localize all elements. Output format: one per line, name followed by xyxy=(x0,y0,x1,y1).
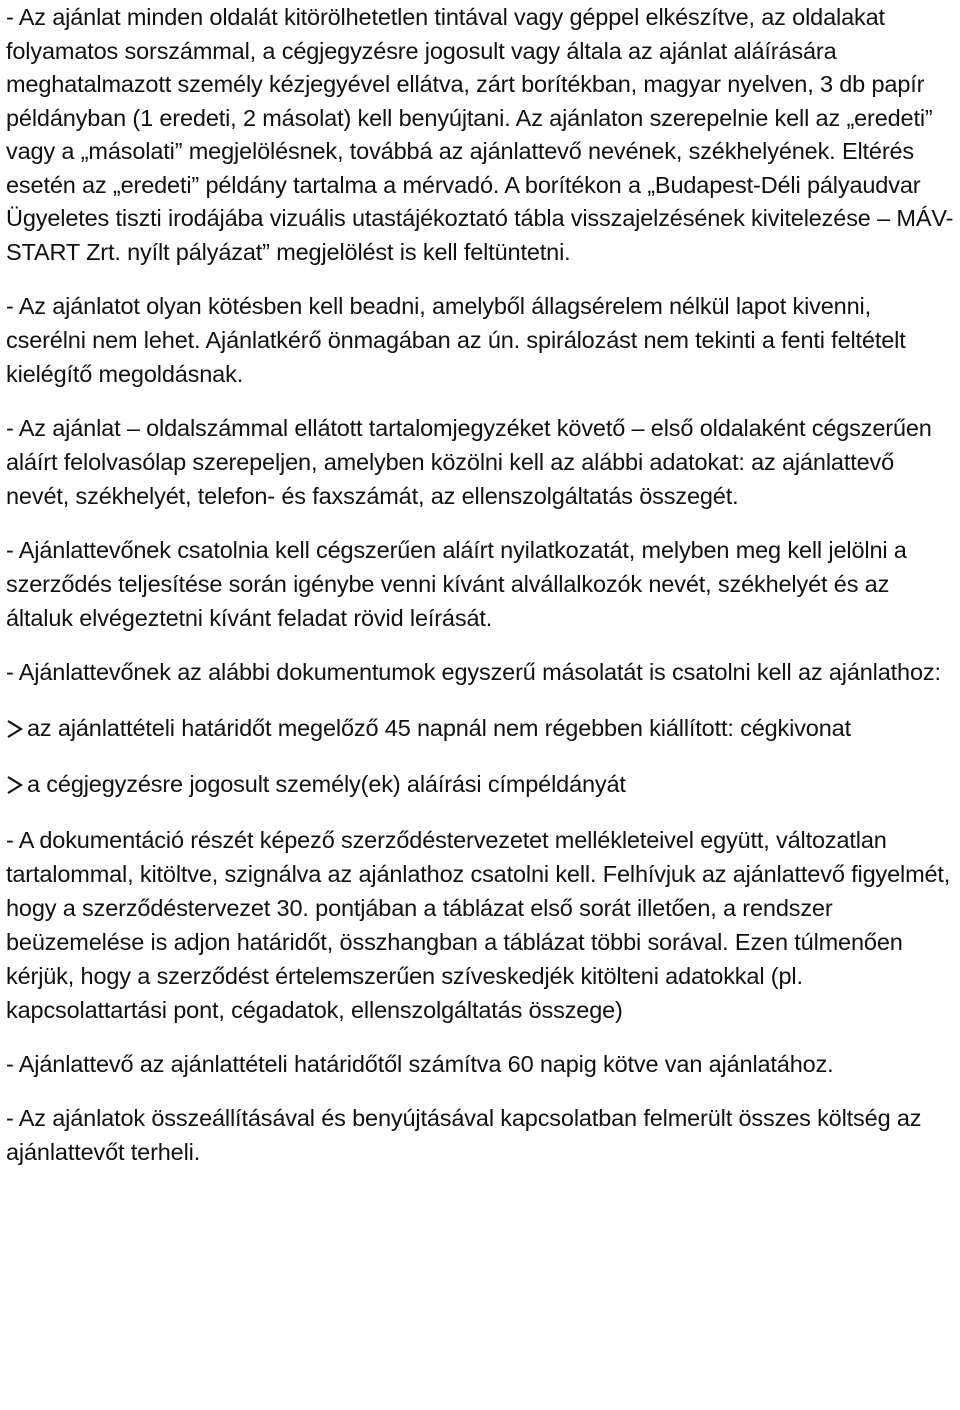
paragraph-costs: - Az ajánlatok összeállításával és benyújtásával kapcsolatban felmerült összes költség az ajánlattevőt terheli. xyxy=(6,1105,922,1165)
bullet-item-company-extract xyxy=(6,711,956,745)
paragraph-validity-period: - Ajánlattevő az ajánlattételi határidőtől számítva 60 napig kötve van ajánlatához. xyxy=(6,1051,834,1077)
paragraph-required-documents: - Ajánlattevőnek az alábbi dokumentumok egyszerű másolatát is csatolni kell az ajánlathoz: xyxy=(6,659,941,685)
bullet-item-signature-specimen xyxy=(6,767,956,801)
paragraph-subcontractor-declaration: - Ajánlattevőnek csatolnia kell cégszerűen aláírt nyilatkozatát, melyben meg kell jelölni a szerződés teljesítése során igénybe venni kívánt alvállalkozók nevét, székhelyét és az általuk elvégeztetni kívánt feladat rövid leírását. xyxy=(6,537,907,631)
paragraph-binding-requirements: - Az ajánlatot olyan kötésben kell beadni, amelyből állagsérelem nélkül lapot kivenni, cserélni nem lehet. Ajánlatkérő önmagában az ún. spirálozást nem tekinti a fenti feltételt kielégítő megoldásnak. xyxy=(6,293,906,387)
bullet-text: az ajánlattételi határidőt megelőző 45 napnál nem régebben kiállított: cégkivonat xyxy=(27,715,851,741)
arrow-bullet-icon xyxy=(6,711,28,745)
document-page xyxy=(6,0,956,1169)
bullet-text: a cégjegyzésre jogosult személy(ek) aláírási címpéldányát xyxy=(27,771,626,797)
paragraph-submission-requirements: - Az ajánlat minden oldalát kitörölhetetlen tintával vagy géppel elkészítve, az oldalakat folyamatos sorszámmal, a cégjegyzésre jogosult vagy általa az ajánlat aláírására meghatalmazott személy kézjegyével ellátva, zárt borítékban, magyar nyelven, 3 db papír példányban (1 eredeti, 2 másolat) kell benyújtani. Az ajánlaton szerepelnie kell az „eredeti” vagy a „másolati” megjelölésnek, továbbá az ajánlattevő nevének, székhelyének. Eltérés esetén az „eredeti” példány tartalma a mérvadó. A borítékon a „Budapest-Déli pályaudvar Ügyeletes tiszti irodájába vizuális utastájékoztató tábla visszajelzésének kivitelezése – MÁV-START Zrt. nyílt pályázat” megjelölést is kell feltüntetni. xyxy=(6,4,954,265)
paragraph-contract-draft: - A dokumentáció részét képező szerződéstervezetet mellékleteivel együtt, változatlan tartalommal, kitöltve, szignálva az ajánlathoz csatolni kell. Felhívjuk az ajánlattevő figyelmét, hogy a szerződéstervezet 30. pontjában a táblázat első sorát illetően, a rendszer beüzemelése is adjon határidőt, összhangban a táblázat többi sorával. Ezen túlmenően kérjük, hogy a szerződést értelemszerűen szíveskedjék kitölteni adatokkal (pl. kapcsolattartási pont, cégadatok, ellenszolgáltatás összege) xyxy=(6,827,951,1023)
arrow-bullet-icon xyxy=(6,767,28,801)
paragraph-reading-sheet: - Az ajánlat – oldalszámmal ellátott tartalomjegyzéket követő – első oldalaként cégszerűen aláírt felolvasólap szerepeljen, amelyben közölni kell az alábbi adatokat: az ajánlattevő nevét, székhelyét, telefon- és faxszámát, az ellenszolgáltatás összegét. xyxy=(6,415,932,509)
